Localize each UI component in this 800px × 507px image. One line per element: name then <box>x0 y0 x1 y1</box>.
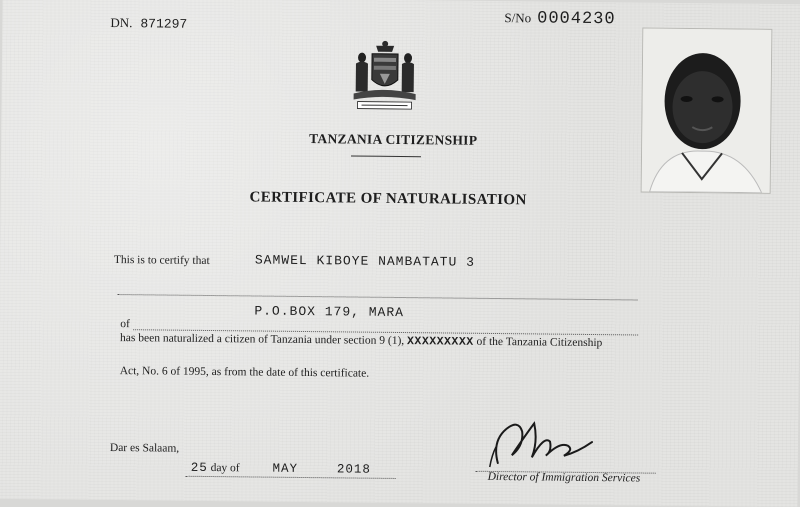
place-of-issue: Dar es Salaam, <box>110 442 179 455</box>
dn-number: 871297 <box>140 16 187 31</box>
certify-text: This is to certify that <box>114 254 210 267</box>
heading-divider <box>351 155 421 157</box>
serial-number <box>504 9 615 29</box>
section-struck: XXXXXXXXX <box>407 335 474 349</box>
name-dotted-line <box>118 294 638 300</box>
holder-address: P.O.BOX 179, MARA <box>254 303 404 320</box>
sno-label: S/No <box>504 10 531 25</box>
holder-name: SAMWEL KIBOYE NAMBATATU 3 <box>255 252 475 269</box>
act-text: Act, No. 6 of 1995, as from the date of this certificate. <box>120 365 370 380</box>
day-of-label: day of <box>211 462 240 474</box>
naturalized-prefix: has been naturalized a citizen of Tanzania under section 9 (1), <box>120 332 404 347</box>
signatory-title: Director of Immigration Services <box>488 471 641 485</box>
sno-number: 0004230 <box>537 9 616 29</box>
dn-label: DN. <box>110 15 132 30</box>
of-label: of <box>120 318 130 330</box>
director-signature <box>488 411 599 472</box>
issue-day: 25 <box>191 461 208 475</box>
document-number <box>110 15 187 32</box>
certificate-title: CERTIFICATE OF NATURALISATION <box>249 189 526 209</box>
issue-date <box>191 461 371 477</box>
tanzania-coat-of-arms-icon <box>349 39 420 112</box>
naturalized-suffix: of the Tanzania Citizenship <box>476 336 602 349</box>
citizenship-heading: TANZANIA CITIZENSHIP <box>309 131 477 149</box>
issue-month: MAY <box>272 462 298 476</box>
issue-year: 2018 <box>337 462 371 476</box>
naturalization-clause <box>120 332 602 350</box>
holder-photo <box>641 28 773 194</box>
